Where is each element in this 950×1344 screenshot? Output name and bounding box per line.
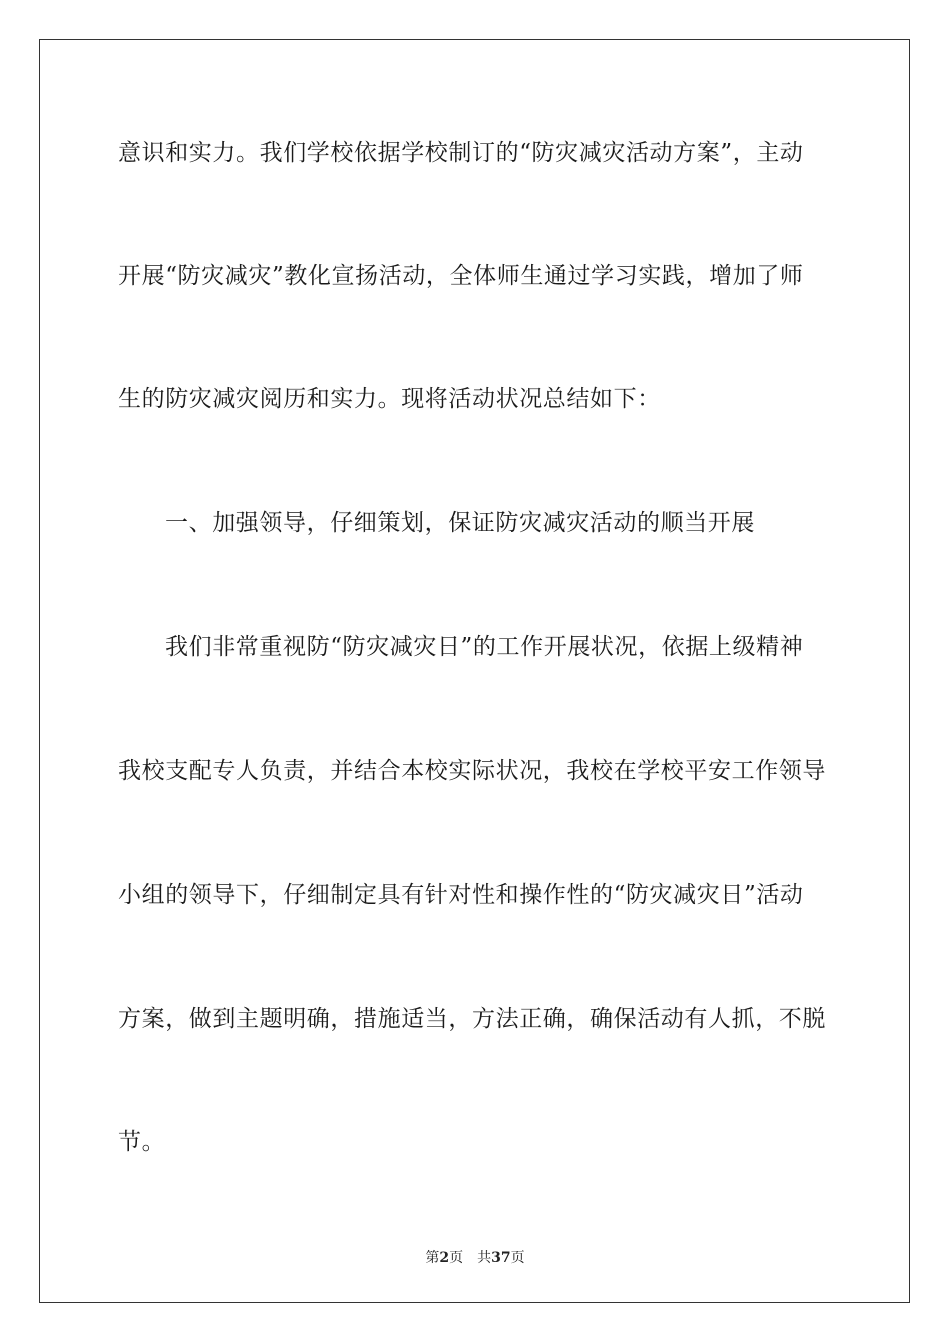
paragraph-line: 意识和实力。我们学校依据学校制订的“防灾减灾活动方案”，主动 [118,140,804,166]
page-suffix: 页 [449,1250,464,1266]
paragraph-line: 节。 [118,1129,166,1155]
total-pages: 37 [491,1250,511,1266]
page-footer [0,1247,950,1267]
paragraph-line: 生的防灾减灾阅历和实力。现将活动状况总结如下： [118,386,661,412]
paragraph-line: 方案，做到主题明确，措施适当，方法正确，确保活动有人抓，不脱 [118,1006,826,1032]
total-prefix: 共 [477,1250,492,1266]
page-border [39,39,910,1303]
page-number: 2 [439,1250,450,1266]
section-heading: 一、加强领导，仔细策划，保证防灾减灾活动的顺当开展 [165,510,755,536]
paragraph-line: 我校支配专人负责，并结合本校实际状况，我校在学校平安工作领导 [118,758,826,784]
page-prefix: 第 [425,1250,440,1266]
paragraph-line: 开展“防灾减灾”教化宣扬活动，全体师生通过学习实践，增加了师 [118,263,804,289]
paragraph-line: 小组的领导下，仔细制定具有针对性和操作性的“防灾减灾日”活动 [118,882,804,908]
total-suffix: 页 [510,1250,525,1266]
paragraph-line: 我们非常重视防“防灾减灾日”的工作开展状况，依据上级精神 [165,634,804,660]
